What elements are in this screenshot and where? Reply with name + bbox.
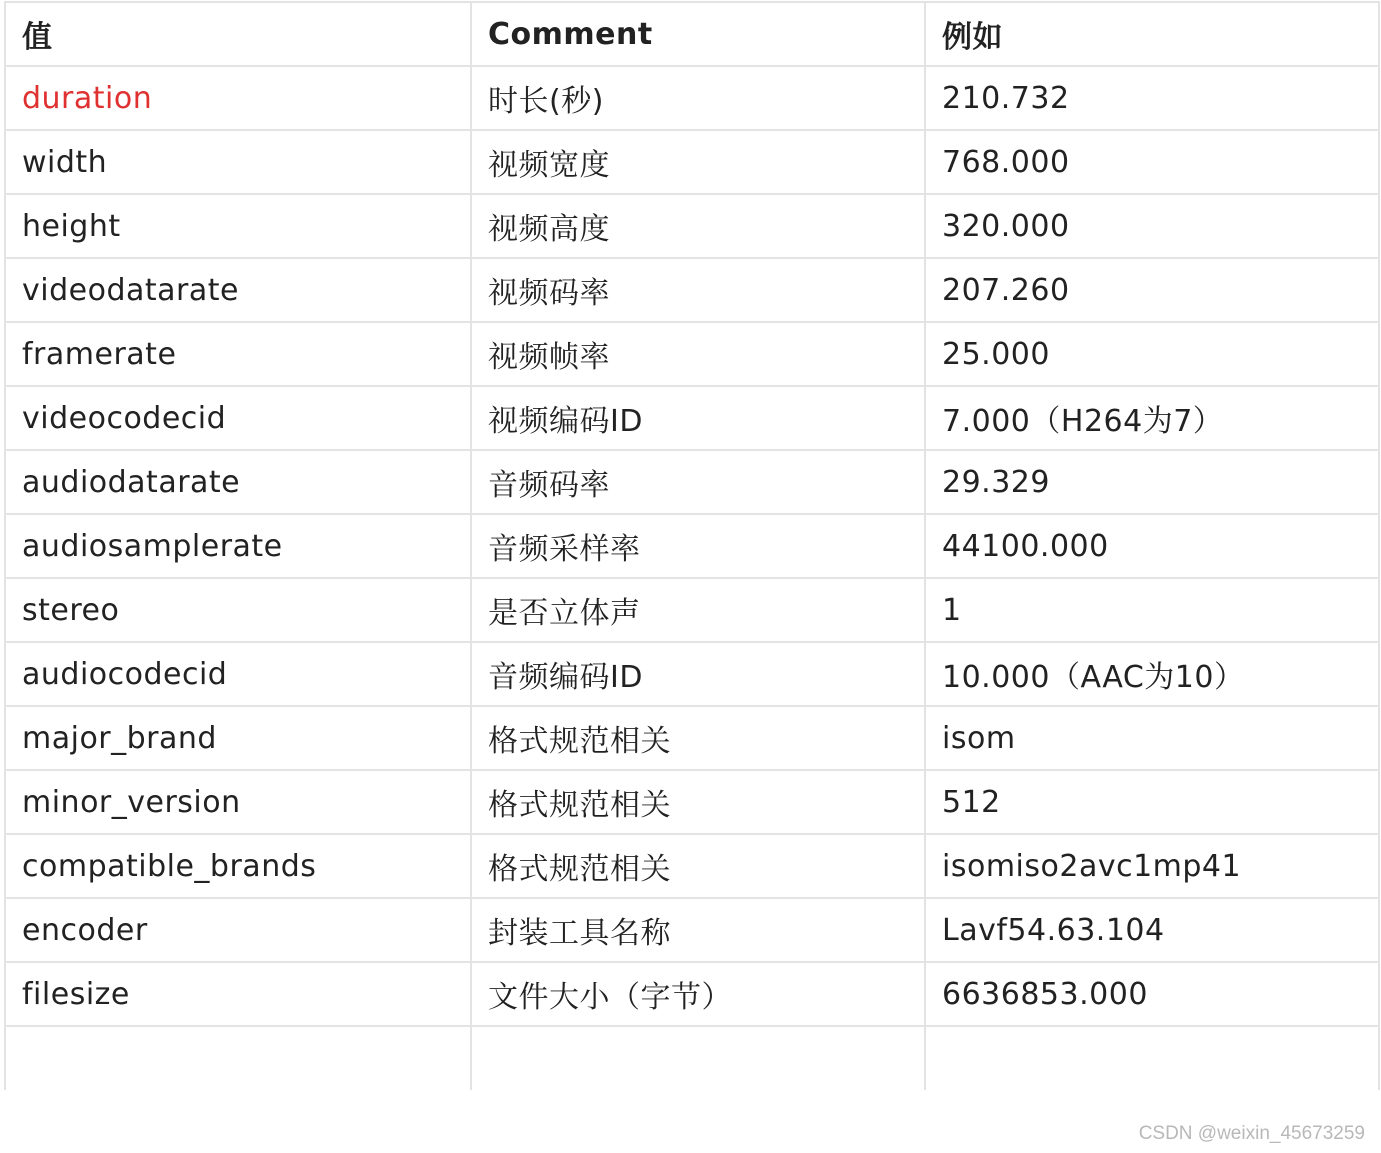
table-row: [5, 130, 1379, 194]
column-header-value: 值: [5, 2, 471, 66]
cell-comment: 封装工具名称: [471, 898, 925, 962]
cell-comment: 视频高度: [471, 194, 925, 258]
cell-example: 6636853.000: [925, 962, 1379, 1026]
cell-example: 512: [925, 770, 1379, 834]
table-row: [5, 386, 1379, 450]
cell-example: 10.000（AAC为10）: [925, 642, 1379, 706]
cell-example: 7.000（H264为7）: [925, 386, 1379, 450]
cell-example: 25.000: [925, 322, 1379, 386]
table-row: [5, 514, 1379, 578]
table-row: [5, 770, 1379, 834]
table-row: [5, 642, 1379, 706]
cell-key: audiocodecid: [5, 642, 471, 706]
cell-comment: 文件大小（字节）: [471, 962, 925, 1026]
cell-comment: 格式规范相关: [471, 706, 925, 770]
cell-comment: 时长(秒): [471, 66, 925, 130]
cell-key: major_brand: [5, 706, 471, 770]
cell-key: duration: [5, 66, 471, 130]
table-row: [5, 322, 1379, 386]
cell-example: isom: [925, 706, 1379, 770]
table-row-empty: [5, 1026, 1379, 1090]
cell-comment: 格式规范相关: [471, 834, 925, 898]
table-row: [5, 962, 1379, 1026]
cell-key: audiodatarate: [5, 450, 471, 514]
cell-comment: 是否立体声: [471, 578, 925, 642]
cell-key: videodatarate: [5, 258, 471, 322]
cell-example: 768.000: [925, 130, 1379, 194]
table-body: [5, 66, 1379, 1090]
cell-key: width: [5, 130, 471, 194]
cell-comment: 视频帧率: [471, 322, 925, 386]
table-row: [5, 450, 1379, 514]
cell-key: encoder: [5, 898, 471, 962]
cell-key: framerate: [5, 322, 471, 386]
watermark: CSDN @weixin_45673259: [1138, 1123, 1365, 1144]
cell-comment: 音频码率: [471, 450, 925, 514]
table-row: [5, 578, 1379, 642]
cell-example: 44100.000: [925, 514, 1379, 578]
cell-key: stereo: [5, 578, 471, 642]
table-row: [5, 834, 1379, 898]
cell-example: 320.000: [925, 194, 1379, 258]
cell-example: isomiso2avc1mp41: [925, 834, 1379, 898]
table-row: [5, 194, 1379, 258]
column-header-comment: Comment: [471, 2, 925, 66]
metadata-table: [4, 1, 1380, 1090]
cell-comment: 视频编码ID: [471, 386, 925, 450]
cell-empty: [471, 1026, 925, 1090]
cell-key: minor_version: [5, 770, 471, 834]
cell-example: 210.732: [925, 66, 1379, 130]
table-row: [5, 66, 1379, 130]
cell-key: compatible_brands: [5, 834, 471, 898]
table-row: [5, 898, 1379, 962]
cell-comment: 视频宽度: [471, 130, 925, 194]
cell-comment: 格式规范相关: [471, 770, 925, 834]
cell-key: audiosamplerate: [5, 514, 471, 578]
cell-comment: 视频码率: [471, 258, 925, 322]
cell-key: height: [5, 194, 471, 258]
cell-comment: 音频采样率: [471, 514, 925, 578]
table-row: [5, 706, 1379, 770]
column-header-example: 例如: [925, 2, 1379, 66]
cell-empty: [5, 1026, 471, 1090]
cell-example: 29.329: [925, 450, 1379, 514]
cell-example: Lavf54.63.104: [925, 898, 1379, 962]
cell-key: filesize: [5, 962, 471, 1026]
cell-key: videocodecid: [5, 386, 471, 450]
cell-empty: [925, 1026, 1379, 1090]
cell-example: 1: [925, 578, 1379, 642]
cell-comment: 音频编码ID: [471, 642, 925, 706]
table-row: [5, 258, 1379, 322]
cell-example: 207.260: [925, 258, 1379, 322]
table-header-row: [5, 2, 1379, 66]
